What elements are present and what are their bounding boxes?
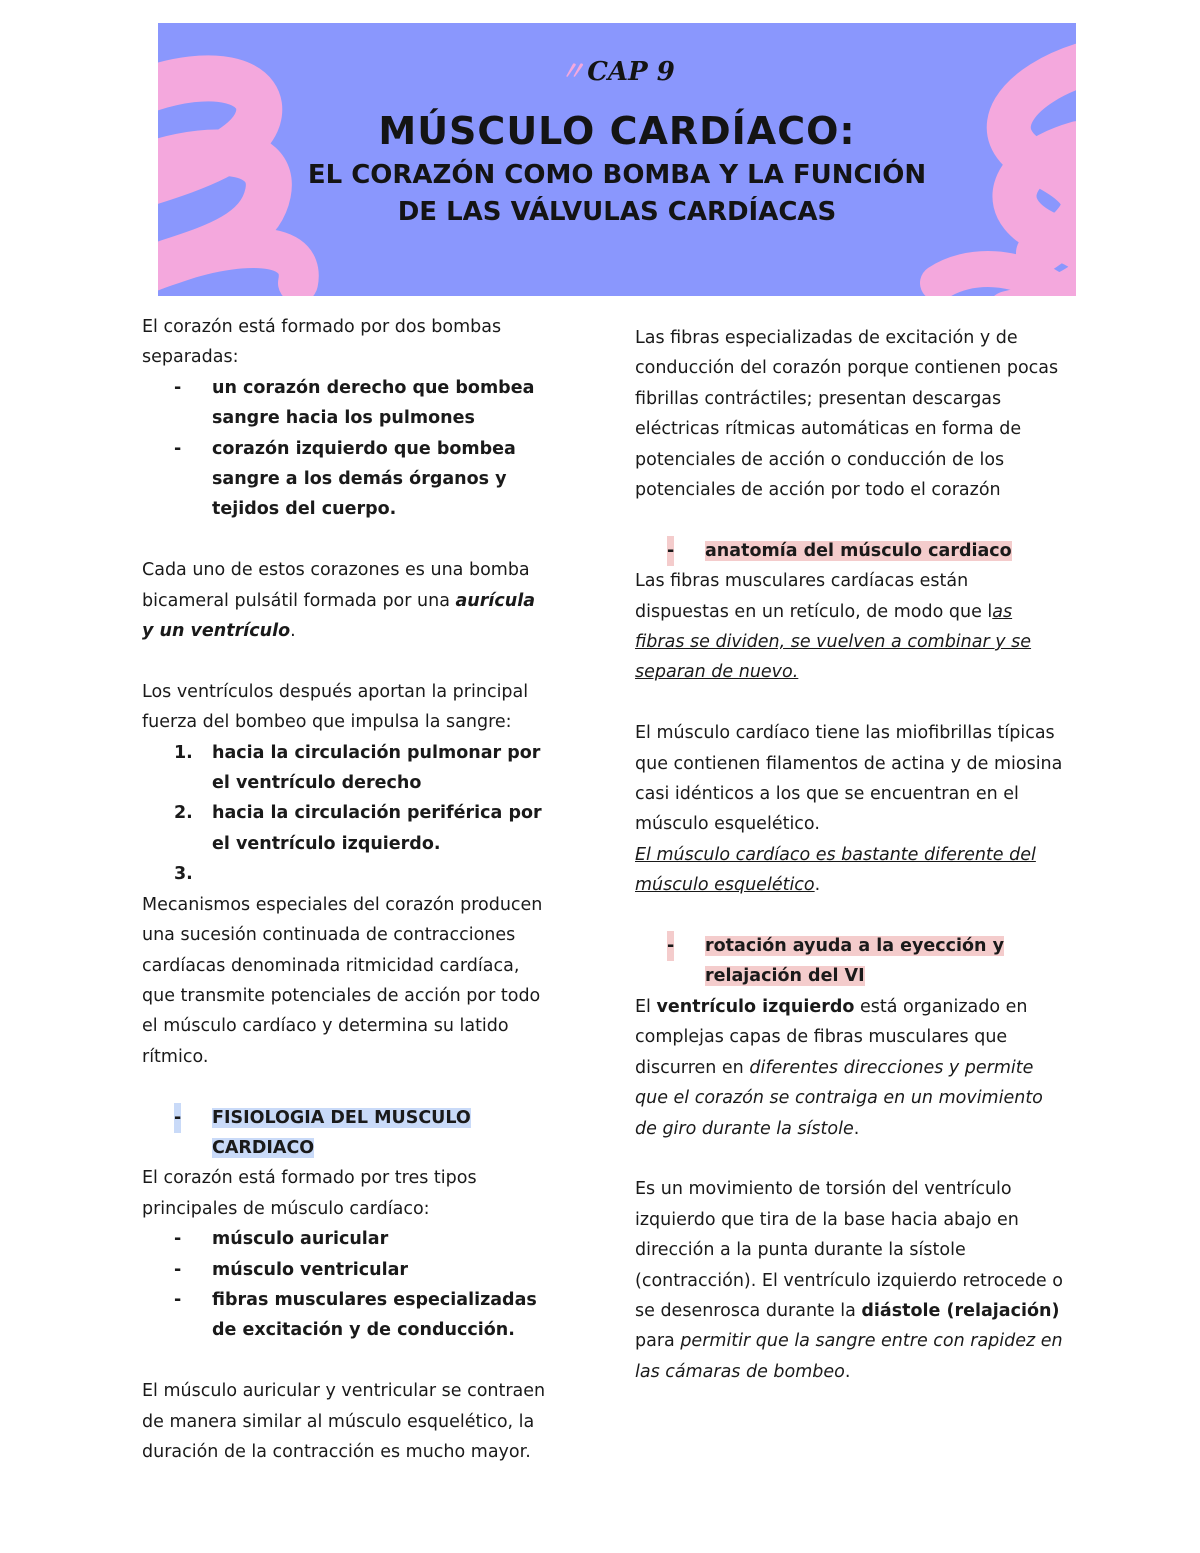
list-item: - fibras musculares especializadas de excitación y de conducción. xyxy=(174,1289,537,1341)
right-column xyxy=(635,323,1063,1387)
list-item: 1. hacia la circulación pulmonar por el ventrículo derecho xyxy=(174,742,541,794)
list-item: - músculo auricular xyxy=(174,1229,389,1250)
list-item: - músculo ventricular xyxy=(174,1259,409,1280)
paragraph: El corazón está formado por tres tipos principales de músculo cardíaco: xyxy=(142,1168,477,1219)
squiggle-icon: 〃 xyxy=(559,57,582,87)
paragraph: Los ventrículos después aportan la principal fuerza del bombeo que impulsa la sangre: xyxy=(142,681,529,733)
paragraph: El músculo cardíaco tiene las miofibrillas típicas que contienen filamentos de actina y de miosina casi idénticos a los que se encuentran en el músculo esquelético. xyxy=(635,723,1063,835)
list-item: 3. xyxy=(174,864,193,885)
list-item: - corazón izquierdo que bombea sangre a los demás órganos y tejidos del cuerpo. xyxy=(174,438,516,520)
section-heading: - FISIOLOGIA DEL MUSCULO CARDIACO xyxy=(142,1103,552,1164)
left-column xyxy=(142,312,552,1467)
paragraph: El músculo auricular y ventricular se contraen de manera similar al músculo esquelético, la duración de la contracción es mucho mayor. xyxy=(142,1381,546,1462)
page-title: MÚSCULO CARDÍACO: xyxy=(378,109,856,153)
section-heading: - rotación ayuda a la eyección y relajación del VI xyxy=(635,931,1063,992)
paragraph: El corazón está formado por dos bombas separadas: xyxy=(142,317,502,368)
list-item: - un corazón derecho que bombea sangre hacia los pulmones xyxy=(174,377,535,429)
paragraph: Mecanismos especiales del corazón producen una sucesión continuada de contracciones cardíacas denominada ritmicidad cardíaca, que transmite potenciales de acción por todo el músculo cardíaco y determina su latido rítmico. xyxy=(142,894,543,1067)
paragraph: El ventrículo izquierdo está organizado en complejas capas de fibras musculares que discurren en diferentes direcciones y permite que el corazón se contraiga en un movimiento de giro durante la sístole. xyxy=(635,996,1043,1139)
paragraph: Es un movimiento de torsión del ventrículo izquierdo que tira de la base hacia abajo en dirección a la punta durante la sístole (contracción). El ventrículo izquierdo retrocede o se desenrosca durante la diástole (relajación) para permitir que la sangre entre con rapidez en las cámaras de bombeo. xyxy=(635,1179,1063,1382)
list-item: 2. hacia la circulación periférica por el ventrículo izquierdo. xyxy=(174,803,542,854)
paragraph: Cada uno de estos corazones es una bomba bicameral pulsátil formada por una aurícula y un ventrículo. xyxy=(142,560,536,642)
paragraph: Las fibras especializadas de excitación y de conducción del corazón porque contienen pocas fibrillas contráctiles; presentan descargas eléctricas rítmicas automáticas en forma de potenciales de acción o conducción de los potenciales de acción por todo el corazón xyxy=(635,328,1059,501)
chapter-label: 〃 CAP 9 xyxy=(559,57,675,87)
paragraph: Las fibras musculares cardíacas están dispuestas en un retículo, de modo que las fibras se dividen, se vuelven a combinar y se separan de nuevo. xyxy=(635,571,1032,683)
paragraph: El músculo cardíaco es bastante diferente del músculo esquelético. xyxy=(635,844,1036,896)
chapter-banner xyxy=(158,23,1076,296)
section-heading: - anatomía del músculo cardiaco xyxy=(635,536,1063,566)
page-subtitle: EL CORAZÓN COMO BOMBA Y LA FUNCIÓN DE LAS VÁLVULAS CARDÍACAS xyxy=(307,160,927,227)
